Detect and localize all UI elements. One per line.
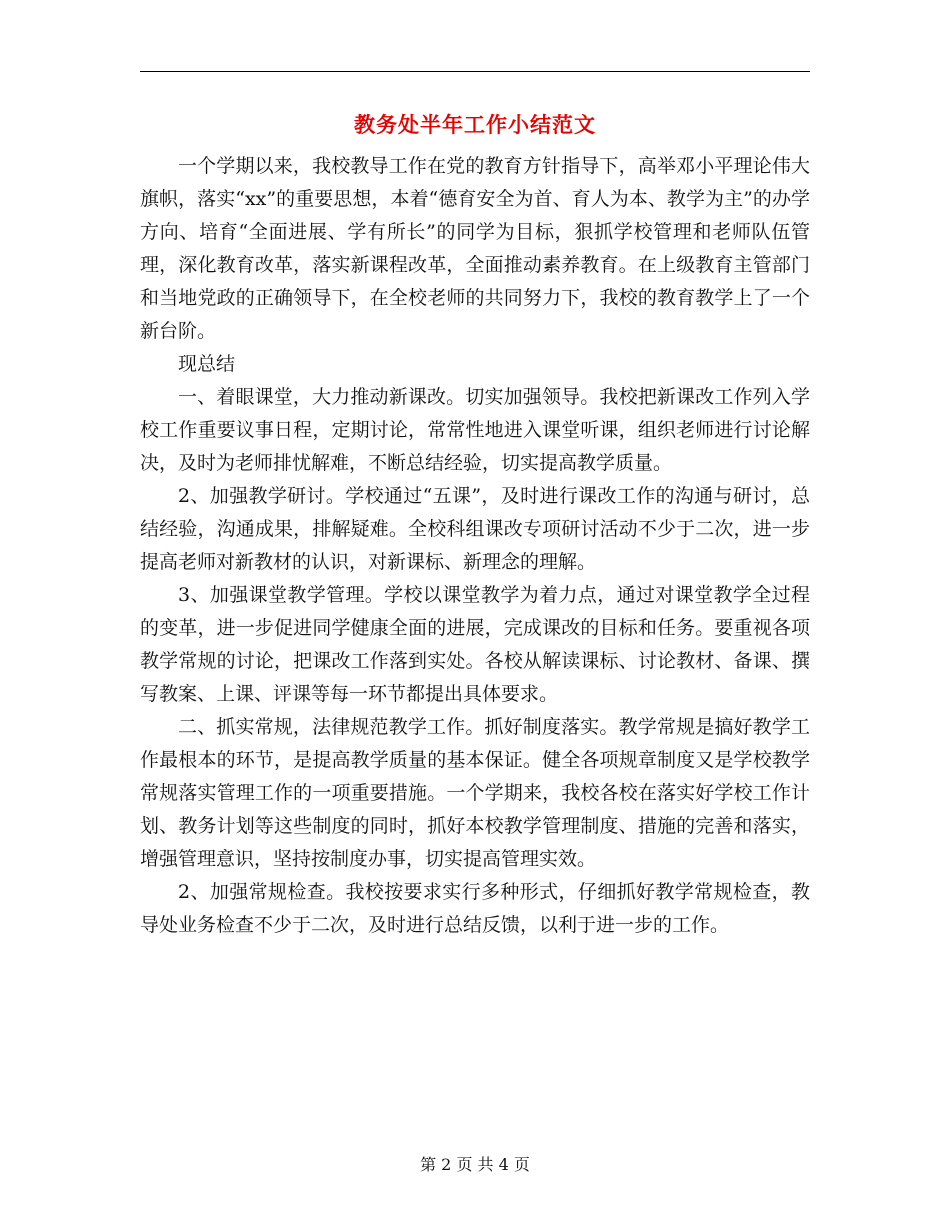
paragraph-summary-heading: 现总结 [178,353,236,375]
paragraph-section-1: 一、着眼课堂，大力推动新课改。切实加强领导。我校把新课改工作列入学校工作重要议事日程，定期讨论，常常性地进入课堂听课，组织老师进行讨论解决，及时为老师排忧解难，不断总结经验，切实提高教学质量。 [140,386,810,474]
document-body [140,150,810,942]
paragraph-section-2-item-2: 2、加强常规检查。我校按要求实行多种形式，仔细抓好教学常规检查，教导处业务检查不少于二次，及时进行总结反馈，以利于进一步的工作。 [140,881,810,936]
page-number-footer: 第 2 页 共 4 页 [420,1155,530,1174]
header-rule [140,71,810,72]
paragraph-section-1-item-2: 2、加强教学研讨。学校通过“五课”，及时进行课改工作的沟通与研讨，总结经验，沟通成果，排解疑难。全校科组课改专项研讨活动不少于二次，进一步提高老师对新教材的认识，对新课标、新理念的理解。 [140,485,810,573]
paragraph-section-1-item-3: 3、加强课堂教学管理。学校以课堂教学为着力点，通过对课堂教学全过程的变革，进一步促进同学健康全面的进展，完成课改的目标和任务。要重视各项教学常规的讨论，把课改工作落到实处。各校从解读课标、讨论教材、备课、撰写教案、上课、评课等每一环节都提出具体要求。 [140,584,810,705]
paragraph-intro: 一个学期以来，我校教导工作在党的教育方针指导下，高举邓小平理论伟大旗帜，落实“xx”的重要思想，本着“德育安全为首、育人为本、教学为主”的办学方向、培育“全面进展、学有所长”的同学为目标，狠抓学校管理和老师队伍管理，深化教育改革，落实新课程改革，全面推动素养教育。在上级教育主管部门和当地党政的正确领导下，在全校老师的共同努力下，我校的教育教学上了一个新台阶。 [140,155,810,342]
document-title: 教务处半年工作小结范文 [354,112,596,137]
paragraph-section-2: 二、抓实常规，法律规范教学工作。抓好制度落实。教学常规是搞好教学工作最根本的环节，是提高教学质量的基本保证。健全各项规章制度又是学校教学常规落实管理工作的一项重要措施。一个学期来，我校各校在落实好学校工作计划、教务计划等这些制度的同时，抓好本校教学管理制度、措施的完善和落实，增强管理意识，坚持按制度办事，切实提高管理实效。 [140,716,810,870]
